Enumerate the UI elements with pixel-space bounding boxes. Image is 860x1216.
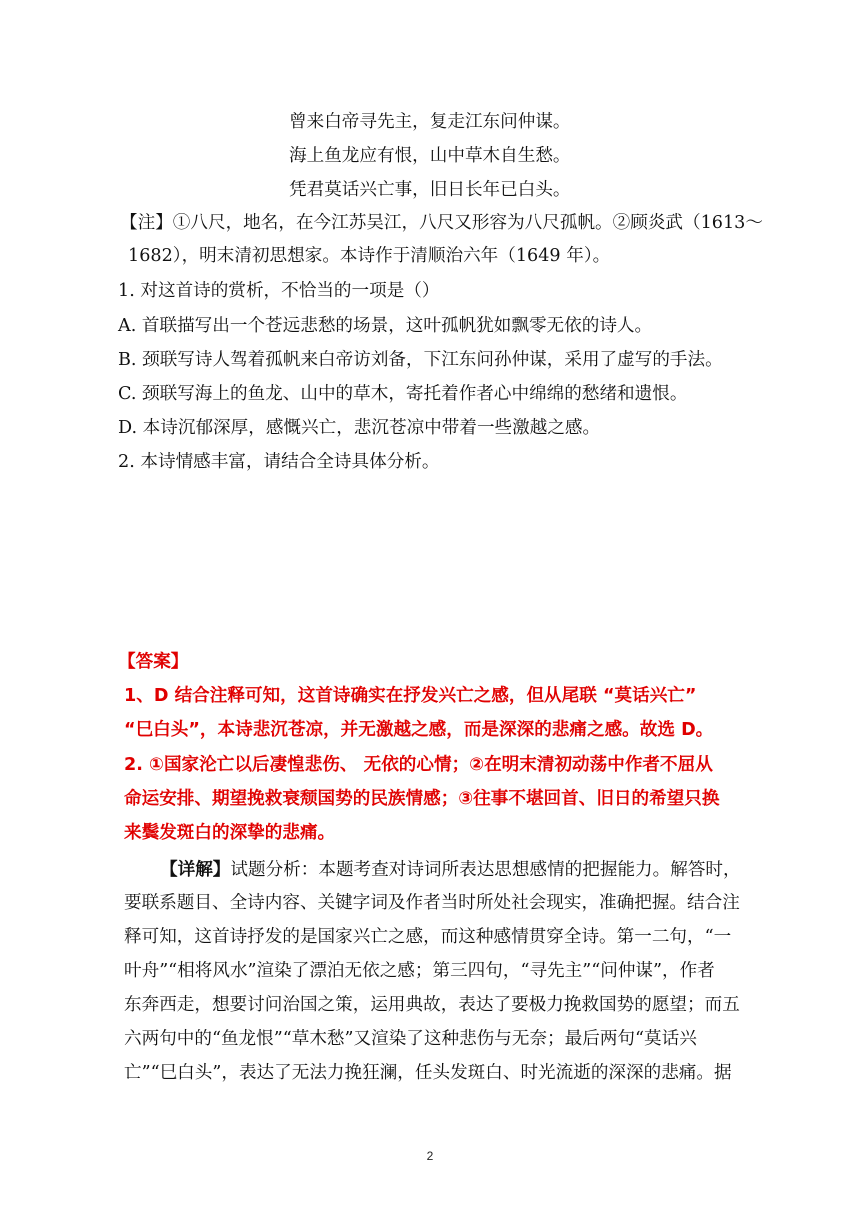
answer-heading: 【答案】 [118, 652, 189, 672]
note-line-1: 【注】①八尺，地名，在今江苏吴江，八尺又形容为八尺孤帆。②顾炎武（1613～ [120, 213, 763, 233]
answer-2-line-1: 2. ①国家沦亡以后凄惶悲伤、 无依的心情；②在明末清初动荡中作者不屈从 [124, 755, 713, 775]
answer-1-line-2: “巳白头”，本诗悲沉苍凉，并无激越之感，而是深深的悲痛之感。故选 D。 [124, 720, 714, 740]
explanation-line-7: 亡”“巳白头”，表达了无法力挽狂澜，任头发斑白、时光流逝的深深的悲痛。据 [124, 1063, 732, 1083]
explanation-line-5: 东奔西走，想要讨问治国之策，运用典故，表达了要极力挽救国势的愿望；而五 [124, 995, 740, 1015]
explanation-line-2: 要联系题目、全诗内容、关键字词及作者当时所处社会现实，准确把握。结合注 [124, 893, 740, 913]
option-b: B. 颈联写诗人驾着孤帆来白帝访刘备，下江东问孙仲谋，采用了虚写的手法。 [118, 350, 723, 370]
explanation-line-1 [160, 861, 741, 880]
explanation-line-6: 六两句中的“鱼龙恨”“草木愁”又渲染了这种悲伤与无奈；最后两句“莫话兴 [124, 1029, 697, 1049]
explanation-label: 【详解】 [160, 859, 231, 880]
explanation-line-3: 释可知，这首诗抒发的是国家兴亡之感，而这种感情贯穿全诗。第一二句，“一 [124, 927, 732, 947]
question-2: 2. 本诗情感丰富，请结合全诗具体分析。 [118, 452, 440, 472]
explanation-line-1-text: 试题分析：本题考查对诗词所表达思想感情的把握能力。解答时， [230, 860, 741, 880]
note-line-2: 1682），明末清初思想家。本诗作于清顺治六年（1649 年）。 [128, 246, 611, 266]
poem-line-1: 曾来白帝寻先主，复走江东问仲谋。 [289, 112, 571, 132]
option-d: D. 本诗沉郁深厚，感慨兴亡，悲沉苍凉中带着一些激越之感。 [118, 418, 601, 438]
question-1: 1. 对这首诗的赏析，不恰当的一项是（） [118, 281, 440, 301]
poem-line-3: 凭君莫话兴亡事，旧日长年已白头。 [289, 180, 571, 200]
answer-1-line-1: 1、D 结合注释可知，这首诗确实在抒发兴亡之感，但从尾联 “莫话兴亡” [124, 686, 697, 706]
answer-2-line-3: 来鬓发斑白的深挚的悲痛。 [124, 823, 336, 843]
option-c: C. 颈联写海上的鱼龙、山中的草木，寄托着作者心中绵绵的愁绪和遗恨。 [118, 384, 688, 404]
option-a: A. 首联描写出一个苍远悲愁的场景，这叶孤帆犹如飘零无依的诗人。 [118, 316, 653, 336]
answer-2-line-2: 命运安排、期望挽救衰颓国势的民族情感；③往事不堪回首、旧日的希望只换 [124, 789, 720, 809]
page-number: 2 [426, 1149, 434, 1163]
explanation-line-4: 叶舟”“相将风水”渲染了漂泊无依之感；第三四句，“寻先主”“问仲谋”，作者 [124, 961, 715, 981]
poem-line-2: 海上鱼龙应有恨，山中草木自生愁。 [289, 146, 571, 166]
